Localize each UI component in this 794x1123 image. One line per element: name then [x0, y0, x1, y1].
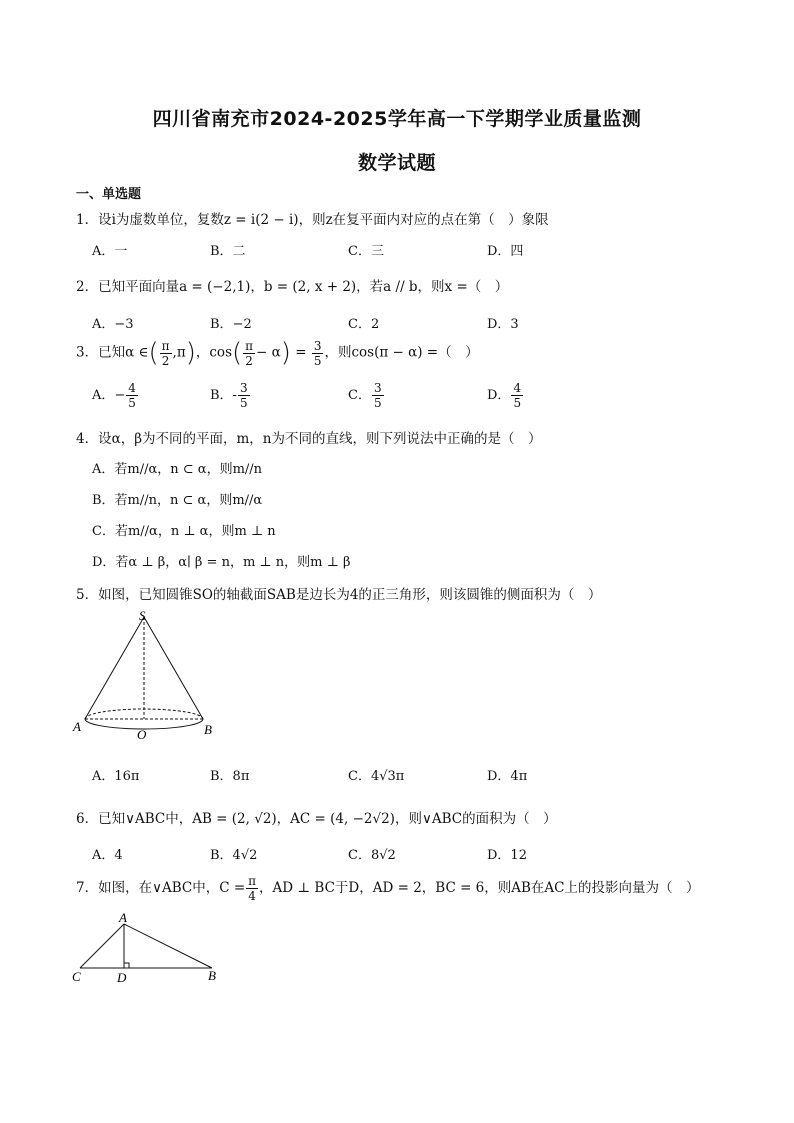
q4-option-b: B．若m//n，n ⊂ α，则m//α [92, 493, 263, 508]
q5-option-d: D．4π [487, 769, 528, 784]
q1-option-a: A．一 [92, 244, 128, 259]
pi-over-2-fraction: $\frac{\pi}{2}$ [245, 338, 254, 368]
label-b: B [208, 968, 216, 983]
section-heading: 一、单选题 [76, 187, 142, 202]
cone-figure [70, 608, 220, 746]
q4-option-a: A．若m//α，n ⊂ α，则m//n [92, 462, 263, 477]
q2-option-a: A．−3 [92, 317, 134, 332]
q1-option-b: B．二 [210, 244, 246, 259]
question-3: 3．已知α ∈( $\frac{\pi}{2}$ ,π)，cos( $\frac{\pi}{2}$ − α) = $\frac{3}{5}$ ，则cos(π − α) =（ ） [76, 338, 479, 368]
question-6: 6．已知∨ABC中，AB = (2, √2)，AC = (4, −2√2)，则∨ABC的面积为（ ） [76, 811, 557, 827]
q2-option-c: C．2 [348, 317, 380, 332]
q6-option-c: C．8√2 [348, 848, 396, 863]
q5-option-a: A．16π [92, 769, 140, 784]
q3-option-c: C． $\frac{3}{5}$ [348, 381, 382, 410]
question-4: 4．设α，β为不同的平面，m，n为不同的直线，则下列说法中正确的是（ ） [76, 431, 542, 447]
q1-option-d: D．四 [487, 244, 524, 259]
doc-subtitle: 数学试题 [357, 152, 436, 174]
q1-option-c: C．三 [348, 244, 384, 259]
question-5: 5．如图，已知圆锥SO的轴截面SAB是边长为4的正三角形，则该圆锥的侧面积为（ ） [76, 587, 602, 603]
q3-option-b: B．- $\frac{3}{5}$ [210, 381, 248, 410]
label-c: C [72, 969, 81, 984]
value-fraction: $\frac{3}{5}$ [313, 338, 322, 368]
label-s: S [139, 608, 146, 623]
q4-option-c: C．若m//α，n ⊥ α，则m ⊥ n [92, 524, 276, 539]
q3-option-a: A．− $\frac{4}{5}$ [92, 381, 136, 410]
question-1: 1．设i为虚数单位，复数z = i(2 − i)，则z在复平面内对应的点在第（ ）象限 [76, 212, 549, 228]
triangle-figure [70, 910, 230, 990]
q4-option-d: D．若α ⊥ β，α∣ β = n，m ⊥ n，则m ⊥ β [92, 555, 351, 570]
q6-option-d: D．12 [487, 848, 527, 863]
pi-over-2-fraction: $\frac{\pi}{2}$ [161, 338, 170, 368]
q6-option-b: B．4√2 [210, 848, 258, 863]
label-o: O [137, 727, 147, 742]
label-b: B [204, 722, 212, 737]
label-a: A [119, 910, 127, 925]
label-a: A [73, 719, 81, 734]
question-2: 2．已知平面向量a = (−2,1)，b = (2, x + 2)，若a // b，则x =（ ） [76, 279, 509, 295]
q5-option-c: C．4√3π [348, 769, 405, 784]
label-d: D [117, 970, 127, 985]
q2-option-d: D．3 [487, 317, 519, 332]
pi-over-4-fraction: $\frac{\pi}{4}$ [248, 874, 257, 903]
doc-title: 四川省南充市2024-2025学年高一下学期学业质量监测 [152, 108, 642, 130]
question-7: 7．如图，在∨ABC中，C = $\frac{\pi}{4}$ ，AD ⊥ BC于D，AD = 2，BC = 6，则AB在AC上的投影向量为（ ） [76, 874, 700, 903]
q5-option-b: B．8π [210, 769, 250, 784]
q6-option-a: A．4 [92, 848, 123, 863]
q3-option-d: D． $\frac{4}{5}$ [487, 381, 522, 410]
q2-option-b: B．−2 [210, 317, 252, 332]
